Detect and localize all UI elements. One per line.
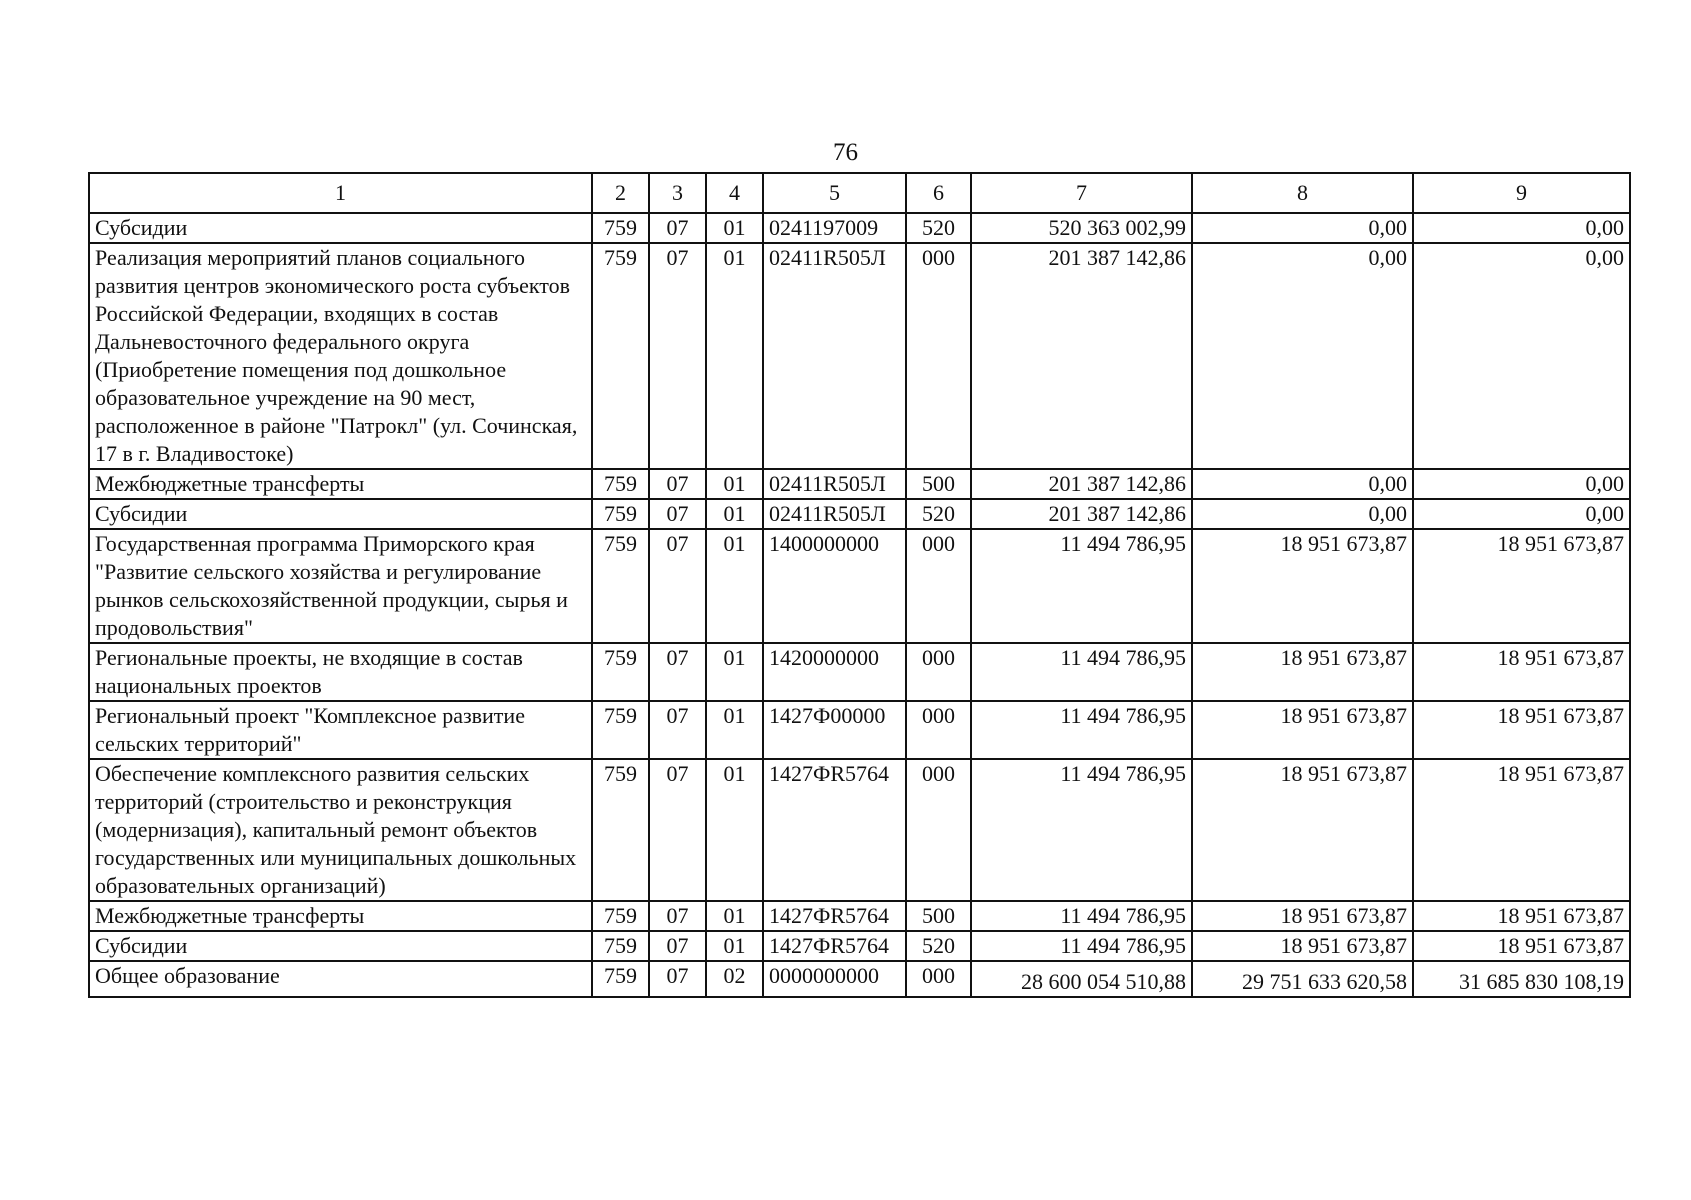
amount-col8: 0,00: [1192, 469, 1413, 499]
target-article-code: 1400000000: [763, 529, 906, 643]
expense-type-code: 500: [906, 469, 971, 499]
row-description: Обеспечение комплексного развития сельских территорий (строительство и реконструкция (модернизация), капитальный ремонт объектов государственных или муниципальных дошкольных образовательных организаций): [89, 759, 592, 901]
amount-col9: 0,00: [1413, 499, 1630, 529]
column-header: 2: [592, 173, 649, 213]
target-article-code: 0241197009: [763, 213, 906, 243]
section-code: 07: [649, 499, 706, 529]
amount-col8: 0,00: [1192, 213, 1413, 243]
target-article-code: 02411R505Л: [763, 469, 906, 499]
section-code: 07: [649, 243, 706, 469]
ministry-code: 759: [592, 701, 649, 759]
table-row: [89, 643, 1630, 701]
expense-type-code: 000: [906, 243, 971, 469]
column-header: 1: [89, 173, 592, 213]
subsection-code: 01: [706, 701, 763, 759]
table-row: [89, 701, 1630, 759]
ministry-code: 759: [592, 213, 649, 243]
amount-col8: 0,00: [1192, 243, 1413, 469]
column-header: 6: [906, 173, 971, 213]
column-header: 9: [1413, 173, 1630, 213]
amount-col9: 18 951 673,87: [1413, 901, 1630, 931]
expense-type-code: 000: [906, 643, 971, 701]
row-description: Региональные проекты, не входящие в состав национальных проектов: [89, 643, 592, 701]
row-description: Государственная программа Приморского края "Развитие сельского хозяйства и регулирование рынков сельскохозяйственной продукции, сырья и продовольствия": [89, 529, 592, 643]
table-row: [89, 529, 1630, 643]
amount-col9: 18 951 673,87: [1413, 701, 1630, 759]
amount-col7: 28 600 054 510,88: [971, 961, 1192, 997]
amount-col8: 18 951 673,87: [1192, 701, 1413, 759]
amount-col7: 11 494 786,95: [971, 529, 1192, 643]
ministry-code: 759: [592, 643, 649, 701]
column-header: 5: [763, 173, 906, 213]
ministry-code: 759: [592, 469, 649, 499]
target-article-code: 1427ФR5764: [763, 759, 906, 901]
table-row: [89, 961, 1630, 997]
amount-col7: 11 494 786,95: [971, 901, 1192, 931]
row-description: Региональный проект "Комплексное развитие сельских территорий": [89, 701, 592, 759]
ministry-code: 759: [592, 901, 649, 931]
target-article-code: 1420000000: [763, 643, 906, 701]
target-article-code: 1427Ф00000: [763, 701, 906, 759]
ministry-code: 759: [592, 243, 649, 469]
section-code: 07: [649, 931, 706, 961]
amount-col9: 18 951 673,87: [1413, 759, 1630, 901]
row-description: Субсидии: [89, 499, 592, 529]
table-row: [89, 469, 1630, 499]
amount-col7: 201 387 142,86: [971, 499, 1192, 529]
column-header: 4: [706, 173, 763, 213]
target-article-code: 1427ФR5764: [763, 931, 906, 961]
ministry-code: 759: [592, 931, 649, 961]
expense-type-code: 000: [906, 529, 971, 643]
row-description: Субсидии: [89, 213, 592, 243]
table-row: [89, 931, 1630, 961]
target-article-code: 0000000000: [763, 961, 906, 997]
table-row: [89, 499, 1630, 529]
amount-col9: 0,00: [1413, 213, 1630, 243]
column-header: 7: [971, 173, 1192, 213]
header-row: [89, 173, 1630, 213]
amount-col9: 18 951 673,87: [1413, 529, 1630, 643]
expense-type-code: 000: [906, 961, 971, 997]
amount-col8: 18 951 673,87: [1192, 529, 1413, 643]
amount-col8: 0,00: [1192, 499, 1413, 529]
table-row: [89, 759, 1630, 901]
column-header: 3: [649, 173, 706, 213]
ministry-code: 759: [592, 529, 649, 643]
table-row: [89, 901, 1630, 931]
expense-type-code: 520: [906, 499, 971, 529]
section-code: 07: [649, 643, 706, 701]
amount-col9: 18 951 673,87: [1413, 643, 1630, 701]
subsection-code: 01: [706, 469, 763, 499]
row-description: Межбюджетные трансферты: [89, 469, 592, 499]
table-row: [89, 243, 1630, 469]
ministry-code: 759: [592, 961, 649, 997]
amount-col7: 11 494 786,95: [971, 931, 1192, 961]
amount-col7: 11 494 786,95: [971, 643, 1192, 701]
ministry-code: 759: [592, 499, 649, 529]
budget-table: [88, 172, 1631, 998]
target-article-code: 02411R505Л: [763, 499, 906, 529]
expense-type-code: 500: [906, 901, 971, 931]
amount-col9: 31 685 830 108,19: [1413, 961, 1630, 997]
amount-col9: 0,00: [1413, 469, 1630, 499]
amount-col7: 520 363 002,99: [971, 213, 1192, 243]
section-code: 07: [649, 759, 706, 901]
target-article-code: 1427ФR5764: [763, 901, 906, 931]
amount-col8: 18 951 673,87: [1192, 643, 1413, 701]
subsection-code: 01: [706, 759, 763, 901]
subsection-code: 01: [706, 529, 763, 643]
subsection-code: 01: [706, 243, 763, 469]
amount-col7: 11 494 786,95: [971, 701, 1192, 759]
amount-col9: 0,00: [1413, 243, 1630, 469]
section-code: 07: [649, 901, 706, 931]
ministry-code: 759: [592, 759, 649, 901]
expense-type-code: 520: [906, 213, 971, 243]
amount-col8: 29 751 633 620,58: [1192, 961, 1413, 997]
section-code: 07: [649, 469, 706, 499]
amount-col7: 201 387 142,86: [971, 469, 1192, 499]
section-code: 07: [649, 529, 706, 643]
table-row: [89, 213, 1630, 243]
amount-col8: 18 951 673,87: [1192, 901, 1413, 931]
row-description: Межбюджетные трансферты: [89, 901, 592, 931]
subsection-code: 01: [706, 213, 763, 243]
subsection-code: 01: [706, 499, 763, 529]
expense-type-code: 000: [906, 759, 971, 901]
expense-type-code: 000: [906, 701, 971, 759]
row-description: Субсидии: [89, 931, 592, 961]
row-description: Общее образование: [89, 961, 592, 997]
expense-type-code: 520: [906, 931, 971, 961]
section-code: 07: [649, 701, 706, 759]
amount-col7: 11 494 786,95: [971, 759, 1192, 901]
subsection-code: 01: [706, 931, 763, 961]
subsection-code: 01: [706, 901, 763, 931]
page-number: 76: [833, 139, 858, 166]
section-code: 07: [649, 961, 706, 997]
amount-col9: 18 951 673,87: [1413, 931, 1630, 961]
amount-col8: 18 951 673,87: [1192, 759, 1413, 901]
section-code: 07: [649, 213, 706, 243]
amount-col8: 18 951 673,87: [1192, 931, 1413, 961]
target-article-code: 02411R505Л: [763, 243, 906, 469]
row-description: Реализация мероприятий планов социального развития центров экономического роста субъектов Российской Федерации, входящих в состав Дальневосточного федерального округа (Приобретение помещения под дошкольное образовательное учреждение на 90 мест, расположенное в районе "Патрокл" (ул. Сочинская, 17 в г. Владивостоке): [89, 243, 592, 469]
amount-col7: 201 387 142,86: [971, 243, 1192, 469]
subsection-code: 01: [706, 643, 763, 701]
subsection-code: 02: [706, 961, 763, 997]
column-header: 8: [1192, 173, 1413, 213]
